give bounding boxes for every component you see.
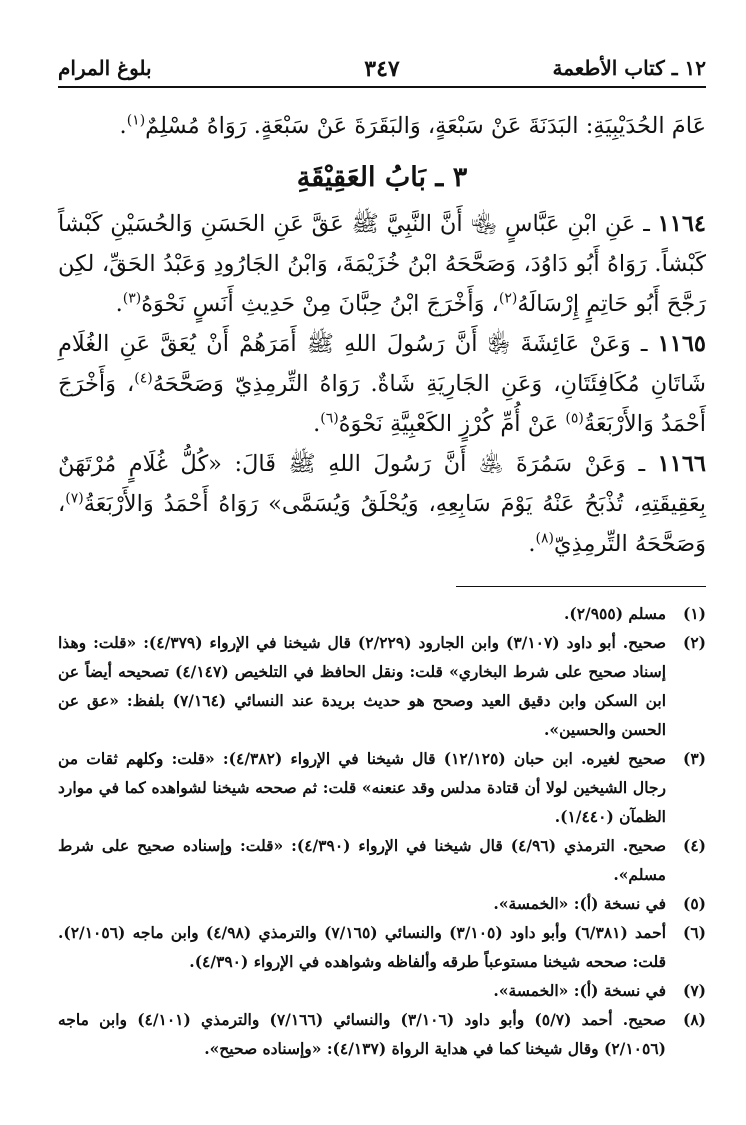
book-title: بلوغ المرام [58, 56, 152, 80]
footnote-ref[interactable]: (٣) [122, 290, 142, 307]
footnote-item [58, 628, 706, 744]
hadith-1164: ١١٦٤ ـ عَنِ ابْنِ عَبَّاسٍ ﵄ أَنَّ النَّبِيَّ ﷺ عَقَّ عَنِ الحَسَنِ وَالحُسَيْنِ كَبْشاً كَبْشاً. رَوَاهُ أَبُو دَاوُدَ، وَصَحَّحَهُ ابْنُ خُزَيْمَةَ، وَابْنُ الجَارُودِ وَعَبْدُ الحَقِّ، لكِن رَجَّحَ أَبُو حَاتِمٍ إِرْسَالَهُ$^{(٢)}$، وَأَخْرَجَ ابْنُ حِبَّانَ مِنْ حَدِيثِ أَنَسٍ نَحْوَهُ$^{(٣)}$. [58, 211, 706, 317]
hadith-number: ١١٦٥ [657, 331, 706, 357]
footnote-ref[interactable]: (٢) [498, 290, 518, 307]
footnote-number: (٧) [682, 981, 706, 1000]
footnote-item [58, 976, 706, 1005]
footnote-text: في نسخة (أ): «الخمسة». [493, 894, 666, 913]
intro-line: عَامَ الحُدَيْبِيَةِ: البَدَنَةَ عَنْ سَبْعَةٍ، وَالبَقَرَةَ عَنْ سَبْعَةٍ. رَوَاهُ مُسْلِمٌ$^{(١)}$. [119, 112, 706, 139]
footnote-text: مسلم (٢/٩٥٥). [563, 604, 666, 623]
footnote-item [58, 599, 706, 628]
footnote-ref[interactable]: (٧) [65, 490, 84, 507]
footnote-item [58, 918, 706, 976]
book-page [58, 52, 706, 1063]
page-number: ٣٤٧ [364, 56, 400, 82]
hadith-1166: ١١٦٦ ـ وَعَنْ سَمُرَةَ ﵁ أَنَّ رَسُولَ اللهِ ﷺ قَالَ: «كُلُّ غُلَامٍ مُرْتَهَنٌ بِعَقِيقَتِهِ، تُذْبَحُ عَنْهُ يَوْمَ سَابِعِهِ، وَيُحْلَقُ وَيُسَمَّى» رَوَاهُ أَحْمَدُ وَالأَرْبَعَةُ$^{(٧)}$، وَصَحَّحَهُ التِّرمِذِيّ$^{(٨)}$. [58, 451, 706, 557]
footnote-number: (٥) [682, 894, 706, 913]
footnote-text: صحيح. الترمذي (٤/٩٦) قال شيخنا في الإرواء (٤/٣٩٠): «قلت: وإسناده صحيح على شرط مسلم». [58, 836, 667, 884]
footnote-ref[interactable]: (٥) [565, 410, 584, 427]
footnote-number: (١) [682, 604, 706, 623]
footnote-item [58, 889, 706, 918]
footnote-number: (٦) [682, 923, 706, 942]
footnotes [58, 599, 706, 1063]
chapter-heading: ١٢ ـ كتاب الأطعمة [552, 56, 706, 80]
footnote-ref[interactable]: (١) [126, 112, 146, 129]
footnote-text: صحيح لغيره. ابن حبان (١٢/١٢٥) قال شيخنا في الإرواء (٤/٣٨٢): «قلت: وكلهم ثقات من رجال الشيخين لولا أن قتادة مدلس وقد عنعنه» قلت: ثم صححه شيخنا لشواهده كما في موارد الظمآن (١/٤٤٠). [58, 749, 667, 826]
chapter-title: ٣ ـ بَابُ العَقِيْقَةِ [296, 162, 468, 193]
footnote-text: أحمد (٦/٣٨١) وأبو داود (٣/١٠٥) والنسائي (٧/١٦٥) والترمذي (٤/٩٨) وابن ماجه (٢/١٠٥٦). قلت: صححه شيخنا مستوعباً طرقه وألفاظه وشواهده في الإرواء (٤/٣٩٠). [58, 923, 667, 971]
footnote-item [58, 744, 706, 831]
footnote-divider [456, 586, 706, 587]
hadith-number: ١١٦٤ [657, 211, 706, 237]
footnote-ref[interactable]: (٦) [320, 410, 339, 427]
footnote-ref[interactable]: (٤) [134, 370, 153, 387]
footnote-number: (٨) [682, 1010, 706, 1029]
footnote-item [58, 1005, 706, 1063]
footnote-item [58, 831, 706, 889]
footnote-number: (٤) [682, 836, 706, 855]
footnote-text: في نسخة (أ): «الخمسة». [493, 981, 666, 1000]
footnote-text: صحيح. أبو داود (٣/١٠٧) وابن الجارود (٢/٢٢٩) قال شيخنا في الإرواء (٤/٣٧٩): «قلت: وهذا إسناد صحيح على شرط البخاري» قلت: ونقل الحافظ في التلخيص (٤/١٤٧) تصحيحه أيضاً عن ابن السكن وابن دقيق العيد وصحح هو حديث بريدة عند النسائي (٧/١٦٤) بلفظ: «عق عن الحسن والحسين». [58, 633, 667, 739]
page-header [58, 52, 706, 88]
footnote-ref[interactable]: (٨) [535, 530, 554, 547]
main-text [58, 106, 706, 564]
footnote-text: صحيح. أحمد (٥/٧) وأبو داود (٣/١٠٦) والنسائي (٧/١٦٦) والترمذي (٤/١٠١) وابن ماجه (٢/١٠٥٦) وقال شيخنا كما في هداية الرواة (٤/١٣٧): «وإسناده صحيح». [58, 1010, 666, 1058]
hadith-1165: ١١٦٥ ـ وَعَنْ عَائِشَةَ ﵂ أَنَّ رَسُولَ اللهِ ﷺ أَمَرَهُمْ أَنْ يُعَقَّ عَنِ الغُلَامِ شَاتَانِ مُكَافِئَتَانِ، وَعَنِ الجَارِيَةِ شَاةٌ. رَوَاهُ التِّرمِذِيّ وَصَحَّحَهُ$^{(٤)}$، وَأَخْرَجَ أَحْمَدُ وَالأَرْبَعَةُ$^{(٥)}$ عَنْ أُمِّ كُرْزٍ الكَعْبِيَّةِ نَحْوَهُ$^{(٦)}$. [58, 331, 706, 437]
footnote-number: (٣) [682, 749, 706, 768]
footnote-number: (٢) [682, 633, 706, 652]
hadith-number: ١١٦٦ [657, 451, 706, 477]
